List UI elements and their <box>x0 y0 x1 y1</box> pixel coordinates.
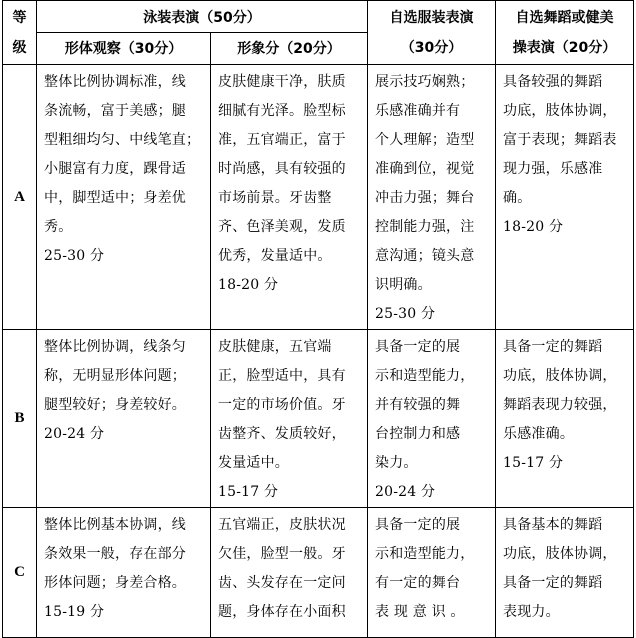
text-line: 齿、头发存在一定问 <box>218 575 346 591</box>
dance-header <box>496 1 634 65</box>
text-line: 整体比例基本协调，线 <box>44 517 186 533</box>
table-row <box>3 508 634 638</box>
table-row <box>3 65 634 330</box>
text-line: 识明确。 <box>375 277 432 293</box>
text-line: 腿型较好；身差较好。 <box>44 397 186 413</box>
text-line: 称，无明显形体问题； <box>44 368 186 384</box>
text-line: 细腻有光泽。脸型标 <box>218 103 346 119</box>
body-observation-header: 形体观察（30分） <box>37 33 211 65</box>
text-line: 有一定的舞台 <box>375 575 461 591</box>
image-score-cell <box>211 508 368 638</box>
text-line: 并有较强的舞 <box>375 397 461 413</box>
text-line: 中，脚型适中；身差优 <box>44 190 186 206</box>
text-line: 优秀，发量适中。 <box>218 248 332 264</box>
text-line: 齐、色泽美观，发质 <box>218 219 346 235</box>
text-line: 市场前景。牙齿整 <box>218 190 332 206</box>
text-line: 皮肤健康，五官端 <box>218 339 332 355</box>
text-line: 一定的市场价值。牙 <box>218 397 346 413</box>
scoring-table <box>2 0 634 638</box>
grade-label: A <box>3 65 37 330</box>
text-line: 具备基本的舞蹈 <box>503 517 603 533</box>
text-line: 整体比例协调标准，线 <box>44 74 186 90</box>
text-line: 控制能力强，注 <box>375 219 475 235</box>
score-range: 18-20 分 <box>503 219 564 235</box>
body-observation-cell <box>37 508 211 638</box>
text-line: 条流畅，富于美感；腿 <box>44 103 186 119</box>
text-line: 五官端正，皮肤状况 <box>218 517 346 533</box>
text-line: 皮肤健康干净，肤质 <box>218 74 346 90</box>
text-line: 具备一定的展 <box>375 339 461 355</box>
score-range: 15-17 分 <box>218 484 279 500</box>
text-line: 具备较强的舞蹈 <box>503 74 603 90</box>
grade-label: C <box>3 508 37 638</box>
costume-header-line2: （30分） <box>400 39 463 56</box>
body-observation-cell <box>37 330 211 508</box>
text-line: 准确到位，视觉 <box>375 161 475 177</box>
grade-header <box>3 1 37 65</box>
score-range: 15-17 分 <box>503 455 564 471</box>
image-score-cell <box>211 65 368 330</box>
text-line: 小腿富有力度，踝骨适 <box>44 161 186 177</box>
score-range: 15-19 分 <box>44 604 105 620</box>
text-line: 时尚感，具有较强的 <box>218 161 346 177</box>
dance-cell <box>496 330 634 508</box>
dance-header-line1: 自选舞蹈或健美 <box>515 9 614 26</box>
text-line: 功底，肢体协调， <box>503 546 617 562</box>
table-row <box>3 330 634 508</box>
swimwear-header: 泳装表演（50分） <box>37 1 368 33</box>
text-line: 乐感准确并有 <box>375 103 461 119</box>
text-line: 表 现 意 识 。 <box>375 604 465 620</box>
text-line: 欠佳，脸型一般。牙 <box>218 546 346 562</box>
body-observation-cell <box>37 65 211 330</box>
score-range: 18-20 分 <box>218 277 279 293</box>
text-line: 示和造型能力， <box>375 368 475 384</box>
text-line: 表现力。 <box>503 604 560 620</box>
dance-header-line2: 操表演（20分） <box>512 39 617 56</box>
text-line: 正，脸型适中，具有 <box>218 368 346 384</box>
text-line: 台控制力和感 <box>375 426 461 442</box>
costume-header <box>368 1 496 65</box>
grade-label: B <box>3 330 37 508</box>
text-line: 展示技巧娴熟； <box>375 74 475 90</box>
text-line: 冲击力强；舞台 <box>375 190 475 206</box>
text-line: 齿整齐、发质较好， <box>218 426 346 442</box>
text-line: 现力强，乐感准 <box>503 161 603 177</box>
grade-header-line2: 级 <box>12 39 27 56</box>
text-line: 具备一定的展 <box>375 517 461 533</box>
text-line: 确。 <box>503 190 532 206</box>
text-line: 发量适中。 <box>218 455 289 471</box>
text-line: 型粗细均匀、中线笔直； <box>44 132 201 148</box>
costume-header-line1: 自选服装表演 <box>389 9 474 26</box>
text-line: 意沟通；镜头意 <box>375 248 475 264</box>
text-line: 功底，肢体协调， <box>503 103 617 119</box>
image-score-header: 形象分（20分） <box>211 33 368 65</box>
text-line: 功底，肢体协调， <box>503 368 617 384</box>
image-score-cell <box>211 330 368 508</box>
text-line: 秀。 <box>44 219 73 235</box>
costume-cell <box>368 65 496 330</box>
grade-header-line1: 等 <box>12 9 27 26</box>
score-range: 20-24 分 <box>44 426 105 442</box>
text-line: 乐感准确。 <box>503 426 575 442</box>
text-line: 舞蹈表现力较强， <box>503 397 617 413</box>
text-line: 染力。 <box>375 455 418 471</box>
text-line: 富于表现；舞蹈表 <box>503 132 617 148</box>
text-line: 具备一定的舞蹈 <box>503 339 603 355</box>
dance-cell <box>496 65 634 330</box>
score-range: 25-30 分 <box>375 306 436 322</box>
score-range: 20-24 分 <box>375 484 436 500</box>
text-line: 准，五官端正，富于 <box>218 132 346 148</box>
text-line: 整体比例协调，线条匀 <box>44 339 186 355</box>
text-line: 示和造型能力， <box>375 546 475 562</box>
text-line: 条效果一般，存在部分 <box>44 546 186 562</box>
score-range: 25-30 分 <box>44 248 105 264</box>
text-line: 具备一定的舞蹈 <box>503 575 603 591</box>
text-line: 题，身体存在小面积 <box>218 604 346 620</box>
costume-cell <box>368 508 496 638</box>
text-line: 形体问题；身差合格。 <box>44 575 186 591</box>
dance-cell <box>496 508 634 638</box>
costume-cell <box>368 330 496 508</box>
text-line: 个人理解；造型 <box>375 132 475 148</box>
